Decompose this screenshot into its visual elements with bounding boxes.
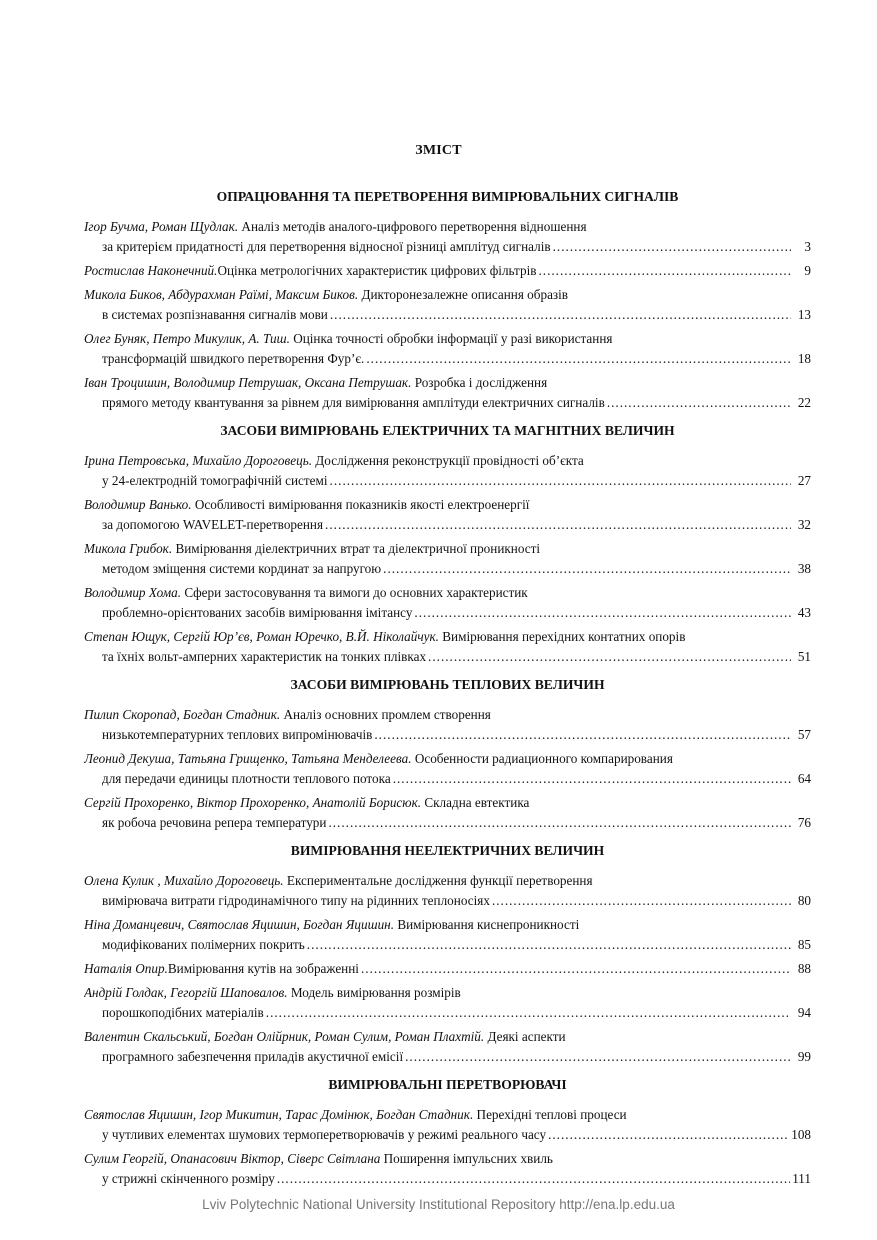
dot-leader	[538, 261, 791, 281]
toc-entry-authors: Степан Ющук, Сергій Юр’єв, Роман Юречко, В.Й. Ніколайчук.	[84, 629, 439, 644]
toc-entry-page: 9	[804, 263, 811, 278]
toc-entry-first-line	[84, 1027, 811, 1047]
dot-leader	[414, 603, 791, 623]
toc-entry-first-line	[84, 539, 811, 559]
dot-leader	[328, 813, 791, 833]
toc-entry-page: 85	[797, 937, 811, 952]
toc-entry-page: 13	[797, 307, 811, 322]
toc-entry-continuation-line	[84, 891, 811, 911]
toc-entry-continuation-line	[84, 1169, 811, 1189]
toc-entry-page: 94	[797, 1005, 811, 1020]
toc-entry-title: Особенности радиационного компарирования	[414, 751, 673, 766]
toc-entry-authors: Володимир Ванько.	[84, 497, 192, 512]
toc-entry[interactable]	[84, 583, 811, 623]
toc-entry-continuation-line	[84, 237, 811, 257]
toc-entry-continuation-line	[84, 349, 811, 369]
toc-entry-first-line	[84, 627, 811, 647]
toc-entry-page: 51	[797, 649, 811, 664]
toc-entry-first-line	[84, 959, 811, 979]
toc-entry-first-line	[84, 329, 811, 349]
toc-entry[interactable]	[84, 793, 811, 833]
toc-entry[interactable]	[84, 627, 811, 667]
toc-entry[interactable]	[84, 749, 811, 789]
toc-entry-first-line	[84, 749, 811, 769]
toc-entry-first-line	[84, 1105, 811, 1125]
toc-entry-first-line	[84, 583, 811, 603]
dot-leader	[307, 935, 791, 955]
section-heading: ЗАСОБИ ВИМІРЮВАНЬ ТЕПЛОВИХ ВЕЛИЧИН	[290, 677, 605, 692]
toc-entry-first-line	[84, 915, 811, 935]
toc-entry-authors: Іван Троцишин, Володимир Петрушак, Оксана Петрушак.	[84, 375, 412, 390]
toc-entry-authors: Микола Биков, Абдурахман Раїмі, Максим Биков.	[84, 287, 359, 302]
toc-entry[interactable]	[84, 451, 811, 491]
toc-entry[interactable]	[84, 983, 811, 1023]
dot-leader	[330, 471, 791, 491]
dot-leader	[405, 1047, 791, 1067]
dot-leader	[607, 393, 791, 413]
toc-entry-title-continuation: у 24-електродній томографічній системі	[102, 473, 328, 488]
toc-entry-page: 38	[797, 561, 811, 576]
toc-entry-title: Деякі аспекти	[487, 1029, 566, 1044]
toc-entry-title-continuation: проблемно-орієнтованих засобів вимірювання імітансу	[102, 605, 413, 620]
toc-entry-continuation-line	[84, 935, 811, 955]
dot-leader	[325, 515, 791, 535]
toc-entry-title: Аналіз основних промлем створення	[283, 707, 491, 722]
toc-entry-authors: Пилип Скоропад, Богдан Стадник.	[84, 707, 281, 722]
toc-entry-title-continuation: низькотемпературних теплових випромінювачів	[102, 727, 373, 742]
toc-entry[interactable]	[84, 1027, 811, 1067]
dot-leader	[492, 891, 791, 911]
toc-entry-continuation-line	[84, 1047, 811, 1067]
toc-entry-title-continuation: як робоча речовина репера температури	[102, 815, 327, 830]
section-heading: ЗАСОБИ ВИМІРЮВАНЬ ЕЛЕКТРИЧНИХ ТА МАГНІТНИХ ВЕЛИЧИН	[220, 423, 675, 438]
toc-entry-continuation-line	[84, 393, 811, 413]
toc-entry[interactable]	[84, 373, 811, 413]
toc-entry-title: Дикторонезалежне описання образів	[361, 287, 569, 302]
toc-entry-page: 22	[797, 395, 811, 410]
toc-entry[interactable]	[84, 705, 811, 745]
toc-entry-title: Вимірювання перехідних контатних опорів	[442, 629, 686, 644]
section-heading: ВИМІРЮВАЛЬНІ ПЕРЕТВОРЮВАЧІ	[328, 1077, 567, 1092]
toc-entry-authors: Ніна Доманцевич, Святослав Яцишин, Богдан Яцишин.	[84, 917, 395, 932]
toc-entry-first-line	[84, 495, 811, 515]
toc-entry-title-continuation: прямого методу квантування за рівнем для вимірювання амплітуди електричних сигналів	[102, 395, 605, 410]
dot-leader	[366, 349, 791, 369]
dot-leader	[277, 1169, 790, 1189]
dot-leader	[266, 1003, 791, 1023]
toc-entry-authors: Сергій Прохоренко, Віктор Прохоренко, Анатолій Борисюк.	[84, 795, 422, 810]
toc-entry-title: Розробка і дослідження	[414, 375, 548, 390]
dot-leader	[374, 725, 791, 745]
toc-entry-continuation-line	[84, 559, 811, 579]
toc-entry-page: 99	[797, 1049, 811, 1064]
toc-entry-authors: Олег Буняк, Петро Микулик, А. Тиш.	[84, 331, 290, 346]
toc-entry-title: Експериментальне дослідження функції перетворення	[286, 873, 593, 888]
toc-entry-title-continuation: у чутливих елементах шумових термоперетворювачів у режимі реального часу	[102, 1127, 547, 1142]
toc-entry-title-continuation: програмного забезпечення приладів акустичної емісії	[102, 1049, 404, 1064]
toc-entry-page: 57	[797, 727, 811, 742]
toc-entry-continuation-line	[84, 647, 811, 667]
toc-entry-continuation-line	[84, 515, 811, 535]
toc-entry-page: 43	[797, 605, 811, 620]
toc-entry-continuation-line	[84, 305, 811, 325]
dot-leader	[553, 237, 791, 257]
toc-entry-authors: Микола Грибок.	[84, 541, 173, 556]
toc-entry-page: 64	[797, 771, 811, 786]
toc-entry-title: Особливості вимірювання показників якості електроенергії	[194, 497, 530, 512]
toc-entry-page: 80	[797, 893, 811, 908]
toc-entry-title: Складна евтектика	[424, 795, 530, 810]
toc-entry-title: Перехідні теплові процеси	[476, 1107, 627, 1122]
toc-entry-title: Модель вимірювання розмірів	[290, 985, 461, 1000]
dot-leader	[383, 559, 791, 579]
dot-leader	[393, 769, 791, 789]
toc-entry-title: Дослідження реконструкції провідності об’єкта	[315, 453, 584, 468]
dot-leader	[548, 1125, 789, 1145]
toc-entry-title-continuation: модифікованих полімерних покрить	[102, 937, 305, 952]
toc-entry-page: 111	[792, 1171, 811, 1186]
page-title: ЗМІСТ	[415, 143, 462, 158]
toc-entry-authors: Наталія Опир.	[84, 961, 168, 976]
toc-entry-title-continuation: за допомогою WAVELET-перетворення	[102, 517, 324, 532]
toc-entry-continuation-line	[84, 813, 811, 833]
toc-entry-title: Вимірювання діелектричних втрат та діелектричної проникності	[175, 541, 541, 556]
toc-entry-title: Вимірювання киснепроникності	[397, 917, 580, 932]
toc-entry-authors: Ростислав Наконечний.	[84, 263, 218, 278]
toc-entry-title-continuation: в системах розпізнавання сигналів мови	[102, 307, 328, 322]
toc-entry-first-line	[84, 373, 811, 393]
dot-leader	[330, 305, 791, 325]
toc-entry[interactable]	[84, 261, 811, 281]
toc-entry-first-line	[84, 793, 811, 813]
toc-entry-authors: Сулим Георгій, Опанасович Віктор, Сіверс Світлана	[84, 1151, 381, 1166]
toc-entry-first-line	[84, 261, 811, 281]
toc-entry-continuation-line	[84, 725, 811, 745]
toc-entry-first-line	[84, 871, 811, 891]
toc-entry-continuation-line	[84, 1125, 811, 1145]
toc-entry-page: 18	[797, 351, 811, 366]
toc-entry-title-continuation: та їхніх вольт-амперних характеристик на тонких плівках	[102, 649, 427, 664]
toc-entry-page: 88	[797, 961, 811, 976]
dot-leader	[361, 959, 791, 979]
toc-entry-first-line	[84, 285, 811, 305]
toc-entry-title: Оцінка метрологічних характеристик цифрових фільтрів	[217, 263, 537, 278]
table-of-contents	[84, 187, 811, 1193]
toc-entry[interactable]	[84, 959, 811, 979]
toc-entry[interactable]	[84, 1149, 811, 1189]
toc-entry-continuation-line	[84, 603, 811, 623]
toc-entry-page: 27	[797, 473, 811, 488]
toc-entry-page: 108	[791, 1127, 811, 1142]
toc-entry-authors: Ірина Петровська, Михайло Дороговець.	[84, 453, 312, 468]
toc-entry-authors: Леонид Декуша, Татьяна Грищенко, Татьяна Менделеева.	[84, 751, 412, 766]
toc-entry-title: Сфери застосовування та вимоги до основних характеристик	[184, 585, 528, 600]
toc-entry[interactable]	[84, 495, 811, 535]
toc-entry-title-continuation: у стрижні скінченного розміру	[102, 1171, 275, 1186]
toc-entry[interactable]	[84, 1105, 811, 1145]
toc-entry-title-continuation: для передачи единицы плотности теплового потока	[102, 771, 391, 786]
dot-leader	[428, 647, 791, 667]
toc-entry-title-continuation: методом зміщення системи кординат за напругою	[102, 561, 382, 576]
section-heading: ВИМІРЮВАННЯ НЕЕЛЕКТРИЧНИХ ВЕЛИЧИН	[290, 843, 605, 858]
toc-entry-authors: Андрій Голдак, Гегоргій Шаповалов.	[84, 985, 288, 1000]
toc-entry[interactable]	[84, 915, 811, 955]
toc-entry[interactable]	[84, 871, 811, 911]
toc-entry-title-continuation: за критерієм придатності для перетворення відносної різниці амплітуд сигналів	[102, 239, 551, 254]
toc-entry-authors: Олена Кулик , Михайло Дороговець.	[84, 873, 284, 888]
toc-entry-continuation-line	[84, 769, 811, 789]
section-heading: ОПРАЦЮВАННЯ ТА ПЕРЕТВОРЕННЯ ВИМІРЮВАЛЬНИХ СИГНАЛІВ	[216, 189, 679, 204]
toc-entry-page: 76	[797, 815, 811, 830]
repository-footer: Lviv Polytechnic National University Institutional Repository http://ena.lp.edu.ua	[202, 1197, 675, 1212]
toc-entry-first-line	[84, 1149, 811, 1169]
toc-entry[interactable]	[84, 217, 811, 257]
toc-entry-title: Оцінка точності обробки інформації у разі використання	[293, 331, 613, 346]
toc-entry-continuation-line	[84, 1003, 811, 1023]
toc-entry-authors: Валентин Скальський, Богдан Олійрник, Роман Сулим, Роман Плахтій.	[84, 1029, 485, 1044]
toc-entry-page: 32	[797, 517, 811, 532]
toc-entry[interactable]	[84, 285, 811, 325]
toc-entry[interactable]	[84, 539, 811, 579]
toc-entry-first-line	[84, 217, 811, 237]
toc-entry-title-continuation: вимірювача витрати гідродинамічного типу на рідинних теплоносіях	[102, 893, 490, 908]
toc-entry-continuation-line	[84, 471, 811, 491]
toc-entry-first-line	[84, 705, 811, 725]
toc-entry-authors: Святослав Яцишин, Ігор Микитин, Тарас Домінюк, Богдан Стадник.	[84, 1107, 474, 1122]
toc-entry-title-continuation: трансформацій швидкого перетворення Фур’є.	[102, 351, 365, 366]
toc-entry-authors: Володимир Хома.	[84, 585, 182, 600]
toc-entry-first-line	[84, 451, 811, 471]
toc-entry-first-line	[84, 983, 811, 1003]
toc-entry[interactable]	[84, 329, 811, 369]
toc-entry-page: 3	[804, 239, 811, 254]
toc-entry-authors: Ігор Бучма, Роман Щудлак.	[84, 219, 239, 234]
toc-entry-title: Аналіз методів аналого-цифрового перетворення відношення	[241, 219, 587, 234]
toc-entry-title: Поширення імпульсних хвиль	[383, 1151, 553, 1166]
toc-entry-title: Вимірювання кутів на зображенні	[167, 961, 359, 976]
toc-entry-title-continuation: порошкоподібних матеріалів	[102, 1005, 264, 1020]
